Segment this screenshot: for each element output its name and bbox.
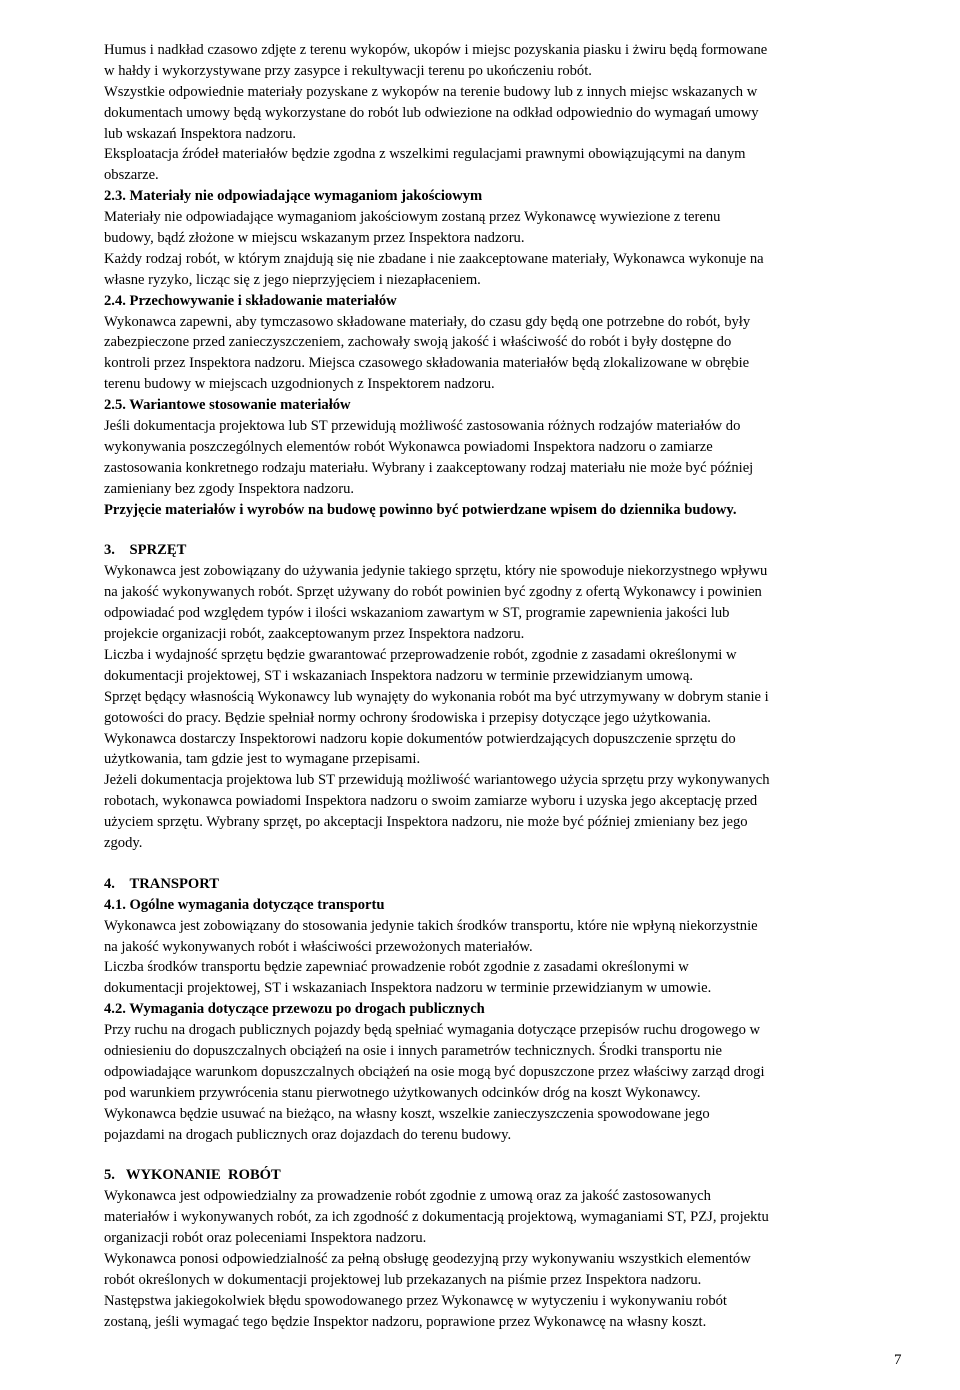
section-block [104, 999, 904, 1145]
paragraph-line: gotowości do pracy. Będzie spełniał normy ochrony środowiska i przepisy dotyczące jego użytkowania. [104, 709, 711, 726]
section-block [104, 186, 904, 290]
paragraph-line: Wykonawca jest zobowiązany do stosowania jedynie takich środków transportu, które nie wpłyną niekorzystnie [104, 917, 758, 934]
paragraph-line: dokumentacji projektowej, ST i wskazaniach Inspektora nadzoru w terminie przewidzianym w umowie. [104, 980, 712, 997]
section-heading: 2.3. Materiały nie odpowiadające wymaganiom jakościowym [104, 188, 483, 205]
emphasis-line: Przyjęcie materiałów i wyrobów na budowę powinno być potwierdzane wpisem do dziennika budowy. [104, 501, 737, 518]
section-block [104, 1145, 904, 1332]
section-block [104, 854, 904, 895]
paragraph-line: obszarze. [104, 167, 159, 184]
paragraph-line: lub wskazań Inspektora nadzoru. [104, 125, 297, 142]
section-heading: 2.4. Przechowywanie i składowanie materiałów [104, 292, 397, 309]
paragraph-line: dokumentacji projektowej, ST i wskazaniach Inspektora nadzoru w terminie przewidzianym umową. [104, 667, 693, 684]
paragraph-line: Wykonawca jest odpowiedzialny za prowadzenie robót zgodnie z umową oraz za jakość zastosowanych [104, 1188, 711, 1205]
paragraph-line: zostaną, jeśli wymagać tego będzie Inspektor nadzoru, poprawione przez Wykonawcę na własny koszt. [104, 1313, 707, 1330]
paragraph-line: materiałów i wykonywanych robót, za ich zgodność z dokumentacją projektową, wymaganiami ST, PZJ, projektu [104, 1209, 769, 1226]
paragraph-line: kontroli przez Inspektora nadzoru. Miejsca czasowego składowania materiałów będą zlokalizowane w obrębie [104, 355, 750, 372]
paragraph-line: dokumentach umowy będą wykorzystane do robót lub odwiezione na odkład odpowiednio do wymagań umowy [104, 104, 759, 121]
paragraph-line: na jakość wykonywanych robót. Sprzęt używany do robót powinien być zgodny z ofertą Wykonawcy i powinien [104, 584, 762, 601]
paragraph-line: organizacji robót oraz poleceniami Inspektora nadzoru. [104, 1230, 427, 1247]
paragraph-line: Materiały nie odpowiadające wymaganiom jakościowym zostaną przez Wykonawcę wywiezione z terenu [104, 209, 721, 226]
paragraph-line: Każdy rodzaj robót, w którym znajdują się nie zbadane i nie zaakceptowane materiały, Wykonawca wykonuje na [104, 250, 764, 267]
paragraph-line: budowy, bądź złożone w miejscu wskazanym przez Inspektora nadzoru. [104, 230, 525, 247]
paragraph-line: zastosowania konkretnego rodzaju materiału. Wybrany i zaakceptowany rodzaj materiału nie może być później [104, 459, 754, 476]
section-spacer [104, 854, 904, 874]
paragraph-line: odpowiadające warunkom dopuszczalnych obciążeń na osie mogą być dopuszczone przez właściwy zarząd drogi [104, 1063, 765, 1080]
section-heading: 3. SPRZĘT [104, 542, 187, 559]
section-heading: 4.1. Ogólne wymagania dotyczące transportu [104, 896, 385, 913]
section-block [104, 395, 904, 520]
section-heading: 4. TRANSPORT [104, 875, 220, 892]
section-spacer [104, 520, 904, 540]
section-heading: 5. WYKONANIE ROBÓT [104, 1167, 281, 1184]
paragraph-line: Wszystkie odpowiednie materiały pozyskane z wykopów na terenie budowy lub z innych miejsc wskazanych w [104, 83, 758, 100]
paragraph-line: pod warunkiem przywrócenia stanu pierwotnego użytkowanych odcinków dróg na koszt Wykonawcy. [104, 1084, 701, 1101]
paragraph-line: Wykonawca jest zobowiązany do używania jedynie takiego sprzętu, który nie spowoduje niekorzystnego wpływu [104, 563, 768, 580]
section-spacer [104, 1145, 904, 1165]
document-body [104, 40, 904, 1333]
section-block [104, 40, 904, 186]
section-block [104, 291, 904, 395]
paragraph-line: Wykonawca zapewni, aby tymczasowo składowane materiały, do czasu gdy będą one potrzebne do robót, były [104, 313, 751, 330]
paragraph-line: w hałdy i wykorzystywane przy zasypce i rekultywacji terenu po ukończeniu robót. [104, 62, 592, 79]
section-heading: 4.2. Wymagania dotyczące przewozu po drogach publicznych [104, 1001, 485, 1018]
paragraph-line: Wykonawca dostarczy Inspektorowi nadzoru kopie dokumentów potwierdzających dopuszczenie sprzętu do [104, 730, 736, 747]
paragraph-line: Następstwa jakiegokolwiek błędu spowodowanego przez Wykonawcę w wytyczeniu i wykonywaniu robót [104, 1292, 727, 1309]
section-block [104, 895, 904, 999]
paragraph-line: odpowiadać pod względem typów i ilości wskazaniom zawartym w ST, programie zapewnienia jakości lub [104, 605, 730, 622]
paragraph-line: Jeśli dokumentacja projektowa lub ST przewidują możliwość zastosowania różnych rodzajów materiałów do [104, 418, 741, 435]
paragraph-line: użyciem sprzętu. Wybrany sprzęt, po akceptacji Inspektora nadzoru, nie może być później zmieniany bez jego [104, 814, 748, 831]
paragraph-line: własne ryzyko, licząc się z jego nieprzyjęciem i niezapłaceniem. [104, 271, 481, 288]
paragraph-line: zamieniany bez zgody Inspektora nadzoru. [104, 480, 355, 497]
section-block [104, 520, 904, 853]
section-heading: 2.5. Wariantowe stosowanie materiałów [104, 397, 351, 414]
paragraph-line: zabezpieczone przed zanieczyszczeniem, zachowały swoją jakość i właściwość do robót i były dostępne do [104, 334, 732, 351]
paragraph-line: odniesieniu do dopuszczalnych obciążeń na osie i innych parametrów technicznych. Środki transportu nie [104, 1042, 723, 1059]
paragraph-line: wykonywania poszczególnych elementów robót Wykonawca powiadomi Inspektora nadzoru o zamiarze [104, 438, 713, 455]
paragraph-line: Jeżeli dokumentacja projektowa lub ST przewidują możliwość wariantowego użycia sprzętu przy wykonywanych [104, 772, 770, 789]
paragraph-line: zgody. [104, 834, 143, 851]
paragraph-line: robotach, wykonawca powiadomi Inspektora nadzoru o swoim zamiarze wyboru i uzyska jego akceptację przed [104, 793, 758, 810]
paragraph-line: Liczba i wydajność sprzętu będzie gwarantować przeprowadzenie robót, zgodnie z zasadami określonymi w [104, 646, 737, 663]
paragraph-line: pojazdami na drogach publicznych oraz dojazdach do terenu budowy. [104, 1126, 512, 1143]
paragraph-line: Eksploatacja źródeł materiałów będzie zgodna z wszelkimi regulacjami prawnymi obowiązującymi na danym [104, 146, 746, 163]
paragraph-line: Przy ruchu na drogach publicznych pojazdy będą spełniać wymagania dotyczące przepisów ruchu drogowego w [104, 1022, 761, 1039]
paragraph-line: projekcie organizacji robót, zaakceptowanym przez Inspektora nadzoru. [104, 626, 525, 643]
paragraph-line: Liczba środków transportu będzie zapewniać prowadzenie robót zgodnie z zasadami określonymi w [104, 959, 689, 976]
page-number: 7 [894, 1352, 902, 1368]
paragraph-line: Humus i nadkład czasowo zdjęte z terenu wykopów, ukopów i miejsc pozyskania piasku i żwiru będą formowane [104, 42, 768, 58]
paragraph-line: na jakość wykonywanych robót i właściwości przewożonych materiałów. [104, 938, 533, 955]
paragraph-line: użytkowania, tam gdzie jest to wymagane przepisami. [104, 751, 421, 768]
paragraph-line: Sprzęt będący własnością Wykonawcy lub wynajęty do wykonania robót ma być utrzymywany w dobrym stanie i [104, 688, 769, 705]
paragraph-line: terenu budowy w miejscach uzgodnionych z Inspektorem nadzoru. [104, 376, 495, 393]
paragraph-line: robót określonych w dokumentacji projektowej lub przekazanych na piśmie przez Inspektora nadzoru. [104, 1271, 702, 1288]
paragraph-line: Wykonawca będzie usuwać na bieżąco, na własny koszt, wszelkie zanieczyszczenia spowodowane jego [104, 1105, 710, 1122]
paragraph-line: Wykonawca ponosi odpowiedzialność za pełną obsługę geodezyjną przy wykonywaniu wszystkich elementów [104, 1250, 751, 1267]
